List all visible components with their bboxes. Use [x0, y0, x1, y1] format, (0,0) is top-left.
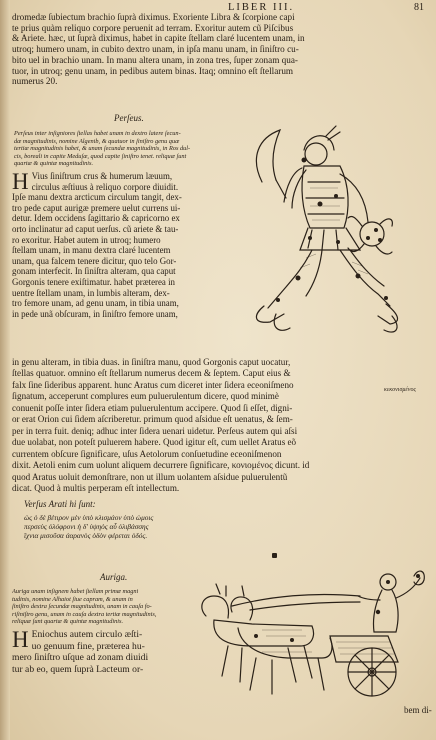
- perseus-star-summary: [14, 130, 240, 168]
- opening-paragraph: [12, 12, 430, 87]
- text-line: ro exoritur. Habet autem in utroq; humero: [12, 234, 161, 245]
- text-line: dixit. Aetoli enim cum uolunt aliquem decurrere ſignificare, κονιομένος dicunt. id: [12, 460, 310, 471]
- section-heading-perseus: Perſeus.: [114, 113, 144, 123]
- text-line: unam, qua falcem tenere dicitur, quo telo Gor-: [12, 255, 177, 266]
- text-line: tuor, in utroq; genu unam, in pedibus autem binas. Itaq; omnino eſt ſtellarum: [12, 65, 294, 76]
- catchword: bem di-: [404, 705, 432, 715]
- margin-note-greek: κεκονισμένος: [384, 387, 416, 393]
- drop-cap: H: [12, 169, 29, 194]
- text-line: due uolabat, non poteſt puluerem habere. Quod igitur eſt, cum uellet Aratus eõ: [12, 437, 297, 448]
- text-line: currentem obſcure ſignificare, uſus Aetolorum conſuetudine eceoniſmenon: [12, 448, 282, 459]
- text-line: tur ab eo, quem ſuprà Lacteum or-: [12, 663, 144, 675]
- text-line: detur. Idem occidens ſagittario & capricorno ex: [12, 213, 180, 224]
- text-line: gonam interfecit. In ſiniſtra alteram, qua caput: [12, 266, 176, 277]
- text-line: ſignatum, acceperunt complures eum puluerulentum dicere, quod minimè: [12, 391, 279, 402]
- text-line: Perſeus inter inſigniores ſtellas habet unam in dextro latere ſecun-: [14, 130, 181, 137]
- text-line: te prius quàm reliquo corpore peruenit ad terram. Exoritur autem cũ Piſcibus: [12, 22, 294, 33]
- text-line: falx ſine ſideribus apparent. hunc Aratus cum diceret inter ſidera eceoniſmeno: [12, 379, 294, 390]
- running-title: LIBER III.: [228, 2, 295, 13]
- text-line: tudinis, nomine Alhaiot ſiue capram, & unam in: [12, 595, 133, 603]
- text-line: & Ariete. hæc, ut ſuprà diximus, habet in capite ſtellam claré lucentem unam, in: [12, 33, 305, 44]
- text-line: riſiniſtro genu, unam in cauſa dextra tertiæ magnitudinis,: [12, 610, 157, 618]
- text-line: circulus æſtiuus à reliquo corpore diuidit.: [31, 181, 179, 192]
- text-line: orto inclinatur ad caput uerſus. cũ ariete & tau-: [12, 223, 179, 234]
- drop-cap: H: [12, 627, 29, 652]
- auriga-description: [12, 629, 208, 675]
- printer-mark: [272, 553, 277, 558]
- greek-line: ἴχνια μισοῦσα ἀαρανὸς ὁδὸν φέρεται ὁδός.: [24, 531, 148, 541]
- text-line: Vius ſiniſtrum crus & humerum læuum,: [31, 171, 173, 181]
- perseus-woodcut-illustration: [240, 118, 426, 350]
- text-line: uentre ſtellam unam, in lumbis alteram, dex-: [12, 287, 170, 298]
- aratus-greek-verses: [24, 513, 254, 541]
- perseus-description: [12, 171, 248, 319]
- text-line: dæ magnitudinis, nomine Algenib, & quatuor in ſiniſtro genu quæ: [14, 137, 180, 145]
- text-line: tro pede caput aurigæ premere uelut currens ui-: [12, 202, 181, 213]
- text-line: Auriga unam inſignem habet ſtellam primæ magni: [12, 588, 139, 595]
- text-line: in pede unã obſcuram, in ſiniſtro femore unam,: [12, 308, 178, 319]
- text-line: Eniochus autem circulo æſti-: [31, 629, 143, 640]
- text-line: in genu alteram, in tibia duas. in ſiniſtra manu, quod Gorgonis caput uocatur,: [12, 357, 291, 367]
- text-line: Gorgonis tenere exiſtimatur. habet præterea in: [12, 276, 175, 287]
- text-line: bito uel in brachio unam. In manu altera unam, in zona tres, ſuper zonam qua-: [12, 54, 298, 65]
- text-line: tro femore unam, ad genu unam, in tibia unam,: [12, 298, 179, 309]
- text-line: dromedæ ſubiectum brachio ſuprà diximus. Exoriente Libra & ſcorpione capi: [12, 12, 295, 22]
- text-line: uo genuum fine, præterea hu-: [31, 640, 145, 652]
- text-line: ſtellam unam, in manu dextra claré lucentem: [12, 245, 171, 256]
- section-heading-auriga: Auriga.: [100, 572, 128, 582]
- text-line: Ipſe manu dextra arcticum circulum tangit, dex-: [12, 192, 182, 203]
- text-line: per in terra fuit. deniq; adhuc inter ſidera uenari uidetur. Perſeus autem qui aſsi: [12, 425, 298, 436]
- greek-line: ὡς ὁ δὲ βέτιρον μὲν ὑπὸ κλισμάον ὑπὸ ὠμοις: [24, 513, 154, 522]
- page-gutter-shadow: [0, 0, 10, 740]
- text-line: quartæ & quintæ magnitudinis.: [14, 160, 94, 167]
- text-line: tertiæ magnitudinis habet, & unam ſecundæ magnitudinis, in Ros dul-: [14, 145, 191, 152]
- text-line: conuenit poſſe inter ſidera etiam puluerulentum accipere. Quod ſi eſſet, digni-: [12, 402, 293, 413]
- auriga-star-summary: [12, 588, 208, 626]
- text-line: cis, boreali in capite Meduſæ, quod capite ſiniſtro tenet. reliquæ ſunt: [14, 152, 187, 160]
- text-line: ſiniſtro dextra ſecundæ magnitudinis, unam in cauſa fo-: [12, 603, 152, 610]
- page-number: 81: [414, 2, 424, 13]
- text-line: numerus 20.: [12, 76, 58, 87]
- text-line: ſtellas quatuor. omnino eſt ſtellarum numerus decem & ſeptem. Caput eius &: [12, 368, 291, 379]
- auriga-chariot-woodcut-illustration: [192, 566, 430, 712]
- text-line: dicat. Quod à multis perperam eſt intellectum.: [12, 482, 180, 493]
- verses-heading: Verſus Arati hi ſunt:: [24, 499, 96, 509]
- text-line: or erat Orion cui ſidem aſcriberetur. primum quod aſsidue eſt uenatus, & ſem-: [12, 414, 293, 425]
- perseus-continuation: [12, 357, 430, 494]
- text-line: reliquæ ſunt quartæ & quintæ magnitudinis.: [12, 618, 124, 625]
- text-line: utroq; humero unam, in cubito dextro unam, in ipſa manu unam, in ſiniſtro cu-: [12, 44, 299, 55]
- greek-line: περσεὺς ὀλόφρονι ἡ δ' ὑψηὸς αὖ ὀλιβάσσης: [24, 522, 149, 532]
- text-line: quod Aratus uoluit demonſtrare, non ut illum uolantem aſsidue puluerulentũ: [12, 471, 288, 482]
- text-line: mero ſiniſtro uſque ad zonam diuidi: [12, 652, 149, 663]
